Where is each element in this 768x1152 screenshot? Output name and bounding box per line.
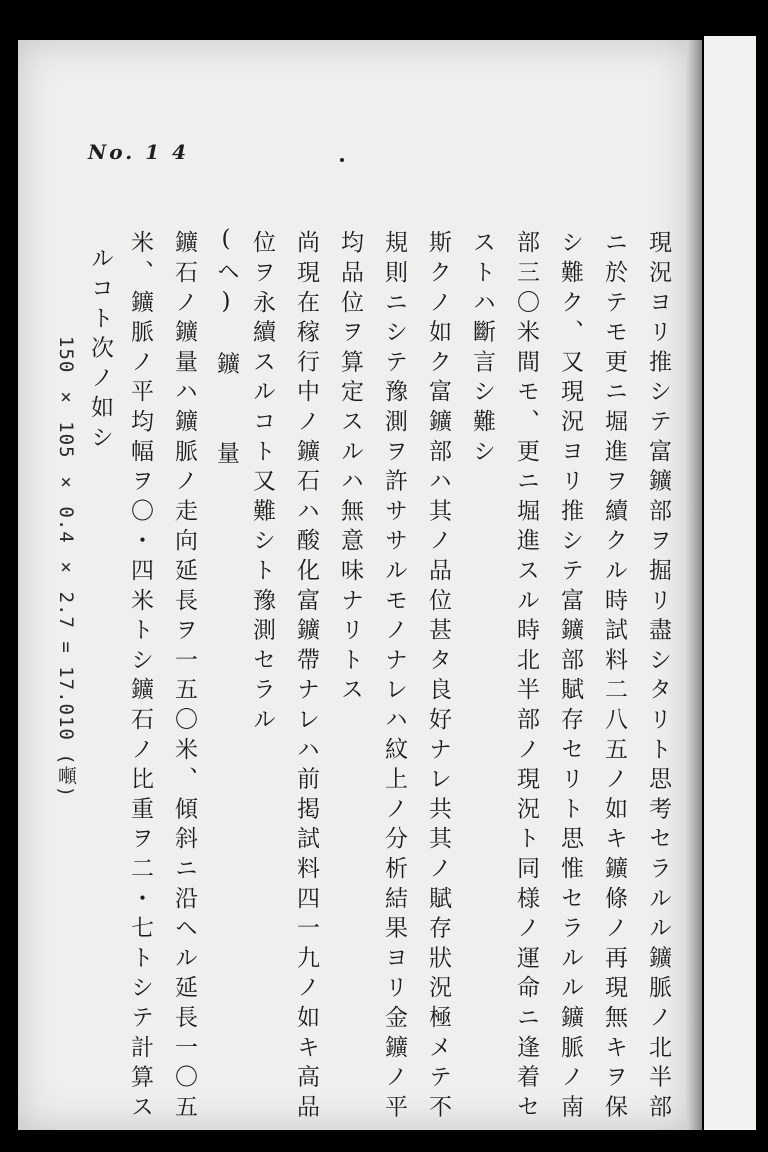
text-column-12: 鑛石ノ鑛量ハ鑛脈ノ走向延長ヲ一五〇米、傾斜ニ沿ヘル延長一〇五 bbox=[171, 230, 197, 1124]
text-column-2: ニ於テモ更ニ堀進ヲ續クル時試料二八五ノ如キ鑛條ノ再現無キヲ保 bbox=[601, 230, 627, 1124]
adjacent-page-strip bbox=[704, 36, 756, 1130]
text-column-7: 規則ニシテ豫測ヲ許ササルモノナレハ紋上ノ分析結果ヨリ金鑛ノ平 bbox=[381, 230, 407, 1124]
calculation-line: 150 × 105 × 0.4 × 2.7 = 17.010 (噸) bbox=[55, 336, 77, 799]
text-column-1: 現況ヨリ推シテ富鑛部ヲ掘リ盡シタリト思考セラルル鑛脈ノ北半部 bbox=[645, 230, 671, 1124]
text-column-6: 斯クノ如ク富鑛部ハ其ノ品位甚タ良好ナレ共其ノ賦存狀況極メテ不 bbox=[425, 230, 451, 1124]
text-column-3: シ難ク、又現況ヨリ推シテ富鑛部賦存セリト思惟セラルル鑛脈ノ南 bbox=[557, 230, 583, 1124]
text-column-13: 米、鑛脈ノ平均幅ヲ〇・四米トシ鑛石ノ比重ヲ二・七トシテ計算ス bbox=[127, 230, 153, 1124]
text-column-14: ルコト次ノ如シ bbox=[87, 246, 113, 455]
document-page bbox=[18, 40, 690, 1130]
text-column-8: 均品位ヲ算定スルハ無意味ナリトス bbox=[337, 230, 363, 707]
text-column-4: 部三〇米間モ、更ニ堀進スル時北半部ノ現況ト同様ノ運命ニ逢着セ bbox=[513, 230, 539, 1124]
page-edge bbox=[686, 40, 702, 1130]
text-column-10: 位ヲ永續スルコト又難シト豫測セラル bbox=[249, 230, 275, 737]
text-column-9: 尚現在稼行中ノ鑛石ハ酸化富鑛帶ナレハ前掲試料四一九ノ如キ高品 bbox=[293, 230, 319, 1124]
ink-dot bbox=[340, 158, 344, 162]
text-column-5: ストハ斷言シ難シ bbox=[469, 230, 495, 469]
section-heading: (ヘ) 鑛 量 bbox=[213, 226, 239, 471]
page-number: No. 1 4 bbox=[88, 140, 189, 164]
